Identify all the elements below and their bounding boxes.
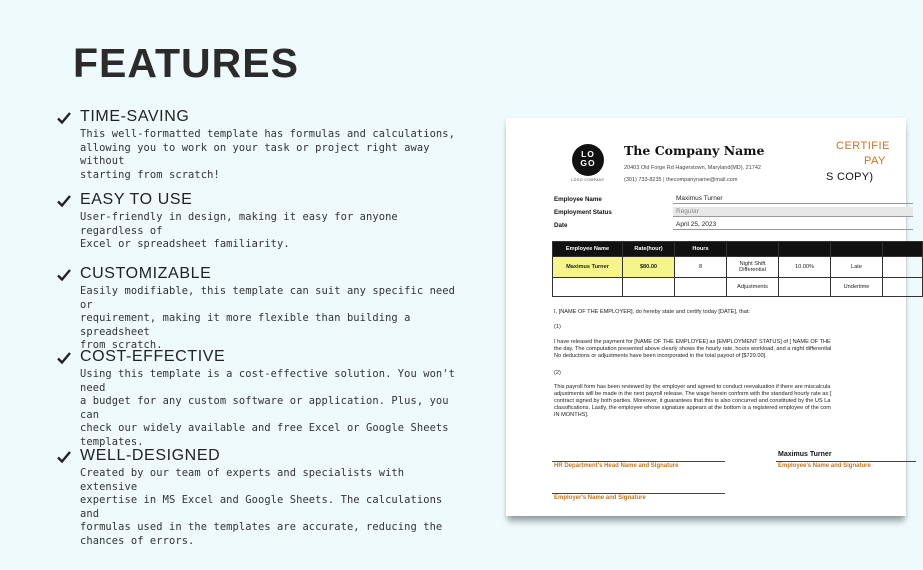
table-cell: $80.00 <box>623 257 675 278</box>
check-icon <box>56 350 72 366</box>
feature-description: This well-formatted template has formulas and calculations, allowing you to work on your task or project right away without starting from scratch! <box>80 128 455 181</box>
clause-text: This payroll form has been reviewed by the employer and agreed to conduct reevaluation if there are miscalcula adjustments will be made in the next payroll release. The wage herein conform with the standard hourly rate as [ contract signed by both parties. Moreover, it guarantees that this is also concurred and constituted by the US La classifications. Lastly, the employee whose signature appears at the bottom is a registered employee of the com IN MONTHS]. <box>554 384 832 419</box>
company-name: The Company Name <box>624 143 765 158</box>
payroll-table <box>552 241 923 297</box>
table-header: Employee Name <box>553 242 623 257</box>
signature-line <box>552 461 725 462</box>
page-title: FEATURES <box>73 40 299 86</box>
doc-title-line2: PAY <box>864 155 886 167</box>
table-header: Rate(hour) <box>623 242 675 257</box>
feature-customizable <box>56 265 466 353</box>
feature-time-saving <box>56 108 466 182</box>
feature-description: User-friendly in design, making it easy for anyone regardless of Excel or spreadsheet familiarity. <box>80 211 398 251</box>
clause-number: (2) <box>554 370 561 376</box>
check-icon <box>56 449 72 465</box>
company-contact: (301) 733-8235 | thecompanyname@mail.com <box>624 177 738 183</box>
table-cell: Late <box>831 257 883 278</box>
feature-well-designed <box>56 447 466 549</box>
clause-number: (1) <box>554 324 561 330</box>
doc-title-line1: CERTIFIE <box>836 140 890 152</box>
employee-signature-label: Employee's Name and Signature <box>778 463 871 469</box>
feature-heading: WELL-DESIGNED <box>80 447 221 464</box>
feature-description: Created by our team of experts and specialists with extensive expertise in MS Excel and Google Sheets. The calculations and formulas used in the templates are accurate, reducing the chances of errors. <box>80 467 443 547</box>
table-cell: Maximus Turner <box>553 257 623 278</box>
table-row <box>553 278 923 297</box>
feature-easy-to-use <box>56 191 466 252</box>
employee-name-field: Maximus Turner <box>673 194 913 204</box>
table-cell <box>883 257 923 278</box>
table-cell: 10.00% <box>779 257 831 278</box>
feature-cost-effective <box>56 348 466 450</box>
feature-heading: EASY TO USE <box>80 191 193 208</box>
signature-line <box>776 461 916 462</box>
table-cell: Undertime <box>831 278 883 297</box>
table-cell <box>553 278 623 297</box>
table-cell: 8 <box>675 257 727 278</box>
feature-heading: COST-EFFECTIVE <box>80 348 226 365</box>
check-icon <box>56 267 72 283</box>
table-cell <box>779 278 831 297</box>
table-header-row <box>553 242 923 257</box>
date-field: April 25, 2023 <box>673 220 913 230</box>
certification-statement: I, [NAME OF THE EMPLOYER], do hereby state and certify today [DATE], that: <box>554 309 750 315</box>
clause-text: I have released the payment for [NAME OF THE EMPLOYEE] as [EMPLOYMENT STATUS] of [ NAME OF THE the day. The computation presented above clearly shows the hourly rate, hours workload, and a night differential No deductions or adjustments have been incorporated in the total payout of [$729.00]. <box>554 339 832 360</box>
signature-line <box>552 493 725 494</box>
doc-title-line3: S COPY) <box>826 171 874 183</box>
feature-heading: CUSTOMIZABLE <box>80 265 212 282</box>
table-cell: Adjustments <box>727 278 779 297</box>
table-header <box>831 242 883 257</box>
info-label: Employment Status <box>554 209 612 216</box>
employer-signature-label: Employer's Name and Signature <box>554 495 646 501</box>
table-row <box>553 257 923 278</box>
feature-description: Easily modifiable, this template can suit any specific need or requirement, making it more flexible than building a spreadsheet from scratch. <box>80 285 455 352</box>
payroll-document-preview <box>506 118 906 516</box>
company-address: 20403 Old Forge Rd Hagerstown, Maryland(MD), 21742 <box>624 165 761 171</box>
logo-subtitle: LOGO COMPANY <box>571 178 605 182</box>
table-header <box>727 242 779 257</box>
hr-signature-label: HR Department's Head Name and Signature <box>554 463 679 469</box>
table-header <box>883 242 923 257</box>
table-cell <box>883 278 923 297</box>
employee-signature-name: Maximus Turner <box>778 451 832 458</box>
table-header <box>779 242 831 257</box>
table-cell <box>675 278 727 297</box>
table-cell <box>623 278 675 297</box>
table-header: Hours <box>675 242 727 257</box>
feature-heading: TIME-SAVING <box>80 108 190 125</box>
table-cell: Night Shift Differential <box>727 257 779 278</box>
employment-status-field: Regular <box>673 207 913 217</box>
check-icon <box>56 193 72 209</box>
feature-description: Using this template is a cost-effective solution. You won't need a budget for any custom software or application. Plus, you can check our widely available and free Excel or Google Sheets templates. <box>80 368 455 448</box>
company-logo: LO GO <box>572 144 604 176</box>
check-icon <box>56 110 72 126</box>
info-label: Date <box>554 222 568 229</box>
info-label: Employee Name <box>554 196 602 203</box>
